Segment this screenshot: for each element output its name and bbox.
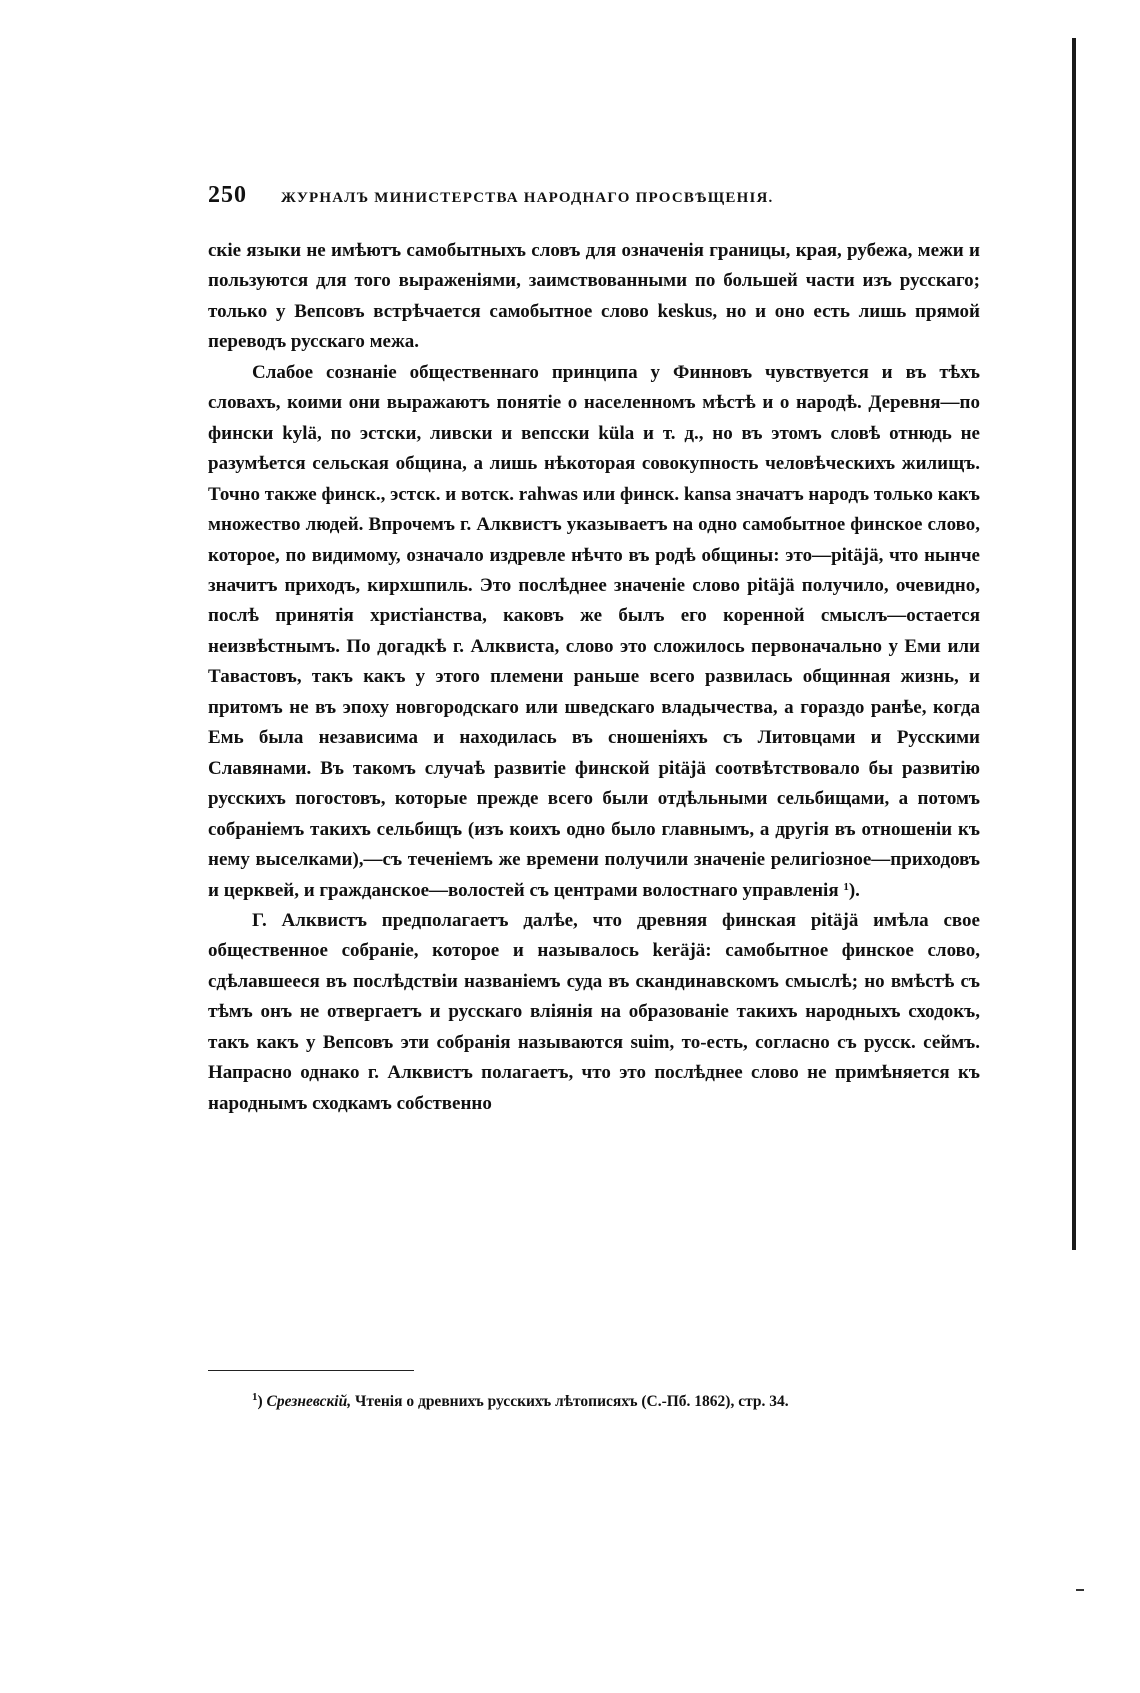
paragraph-2 [208,358,980,906]
footnote-divider [208,1370,414,1371]
footnote-reference: 1 [843,880,849,893]
page-number: 250 [208,182,247,208]
footnote [208,1388,980,1415]
footnote-title: Чтенія о древнихъ русскихъ лѣтописяхъ (С.-Пб. 1862), [354,1393,735,1410]
footnote-pages: стр. 34. [738,1393,789,1410]
footnote-author: Срезневскій, [266,1393,352,1410]
main-text [208,236,980,1119]
paragraph-3: Г. Алквистъ предполагаетъ далѣе, что древняя финская pitäjä имѣла свое общественное собраніе, которое и называлось keräjä: самобытное финское слово, сдѣлавшееся въ послѣдствіи названіемъ суда въ скандинавскомъ смыслѣ; но вмѣстѣ съ тѣмъ онъ не отвергаетъ и русскаго вліянія на образованіе такихъ народныхъ сходокъ, такъ какъ у Вепсовъ эти собранія называются suim, то-есть, согласно съ русск. сеймъ. Напрасно однако г. Алквистъ полагаетъ, что это послѣднее слово не примѣняется къ народнымъ сходкамъ собственно [208,909,980,1114]
footnote-marker: 1 [252,1391,258,1403]
page-header [208,182,980,209]
paragraph-1: скіе языки не имѣютъ самобытныхъ словъ для означенія границы, края, рубежа, межи и пользуются для того выраженіями, заимствованными по большей части изъ русскаго; только у Вепсовъ встрѣчается самобытное слово keskus, но и оно есть лишь прямой переводъ русскаго межа. [208,240,980,353]
footnote-marker-paren: ) [257,1393,263,1410]
footnote-reference-tail: ). [848,879,860,901]
scan-artifact-mark [1076,1589,1084,1591]
scan-edge-shadow [1072,38,1076,1250]
paragraph-2-text: Слабое сознаніе общественнаго принципа у Финновъ чувствуется и въ тѣхъ словахъ, коими они выражаютъ понятіе о населенномъ мѣстѣ и о народѣ. Деревня—по фински kylä, по эстски, ливски и вепсски küla и т. д., но въ этомъ словѣ отнюдь не разумѣется сельская община, а лишь нѣкоторая совокупность человѣческихъ жилищъ. Точно также финск., эстск. и вотск. rahwas или финск. kansa значатъ народъ только какъ множество людей. Впрочемъ г. Алквистъ указываетъ на одно самобытное финское слово, которое, по видимому, означало издревле нѣчто въ родѣ общины: это—pitäjä, что нынче значитъ приходъ, кирхшпиль. Это послѣднее значеніе слово pitäjä получило, очевидно, послѣ принятія христіанства, каковъ же былъ его коренной смыслъ—остается неизвѣстнымъ. По догадкѣ г. Алквиста, слово это сложилось первоначально у Еми или Тавастовъ, такъ какъ у этого племени раньше всего развилась общинная жизнь, и притомъ не въ эпоху новгородскаго или шведскаго владычества, а гораздо ранѣе, когда Емь была независима и находилась въ сношеніяхъ съ Литовцами и Русскими Славянами. Въ такомъ случаѣ развитіе финской pitäjä соотвѣтствовало бы развитію русскихъ погостовъ, которые прежде всего были отдѣльными сельбищами, а потомъ собраніемъ такихъ сельбищъ (изъ коихъ одно было главнымъ, а другія въ отношеніи къ нему выселками),—съ теченіемъ же времени получили значеніе религіозное—приходовъ и церквей, и гражданское—волостей съ центрами волостнаго управленія [208,361,980,901]
running-title: ЖУРНАЛЪ МИНИСТЕРСТВА НАРОДНАГО ПРОСВѢЩЕНІЯ. [281,190,774,206]
